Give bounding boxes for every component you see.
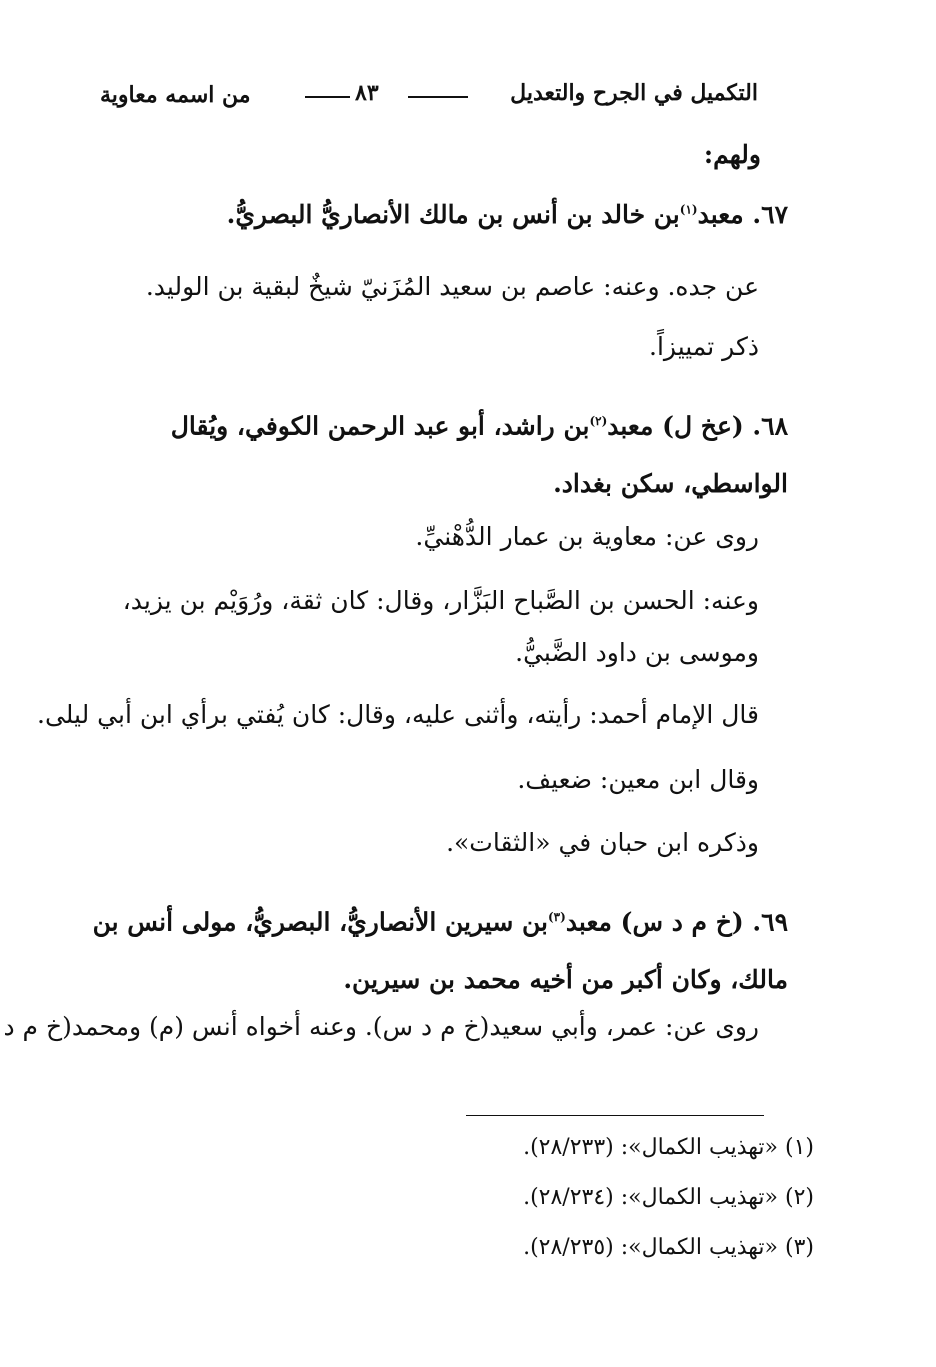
entry-name-rest: بن خالد بن أنس بن مالك الأنصاريُّ البصريُّ. (226, 200, 680, 229)
entry-name: معبد (697, 200, 744, 229)
footnote-marker: (١) (784, 1135, 814, 1160)
entry-69-line-1: روى عن: عمر، وأبي سعيد(خ م د س). وعنه أخواه أنس (م) ومحمد(خ م د (3, 1012, 759, 1041)
entry-69-heading (70, 888, 788, 1009)
entry-68-line-3: قال الإمام أحمد: رأيته، وأثنى عليه، وقال: كان يُفتي برأي ابن أبي ليلى. (37, 700, 759, 729)
footnote-3 (523, 1235, 814, 1260)
entry-67-heading (227, 200, 788, 229)
footnote-ref: (٢) (589, 414, 608, 428)
footnote-text: «تهذيب الكمال»: (٢٨/٢٣٤). (523, 1185, 778, 1210)
entry-number: ٦٩. (752, 907, 788, 937)
header-dash (305, 96, 350, 98)
footnote-1 (523, 1135, 814, 1160)
entry-name: معبد (607, 411, 654, 441)
running-header (100, 72, 758, 112)
entry-68-line-5: وذكره ابن حبان في «الثقات». (446, 828, 759, 857)
entry-68-heading (70, 392, 788, 513)
footnote-marker: (٢) (784, 1185, 814, 1210)
footnote-ref: (٣) (547, 910, 566, 924)
entry-symbols: (عخ ل) (662, 411, 744, 441)
footnote-2 (523, 1185, 814, 1210)
entry-68-line-1: روى عن: معاوية بن عمار الدُّهْنيِّ. (415, 522, 759, 551)
footnote-ref: (١) (679, 202, 698, 217)
entry-68-line-4: وقال ابن معين: ضعيف. (517, 765, 759, 794)
entry-name-rest: بن راشد، أبو عبد الرحمن الكوفي، ويُقال الواسطي، سكن بغداد. (170, 411, 788, 499)
footnote-marker: (٣) (784, 1235, 814, 1260)
intro-heading: ولهم: (703, 140, 761, 169)
header-dash (408, 96, 468, 98)
footnote-separator (466, 1115, 764, 1116)
section-title: من اسمه معاوية (100, 82, 251, 108)
entry-name: معبد (565, 907, 612, 937)
entry-number: ٦٨. (752, 411, 788, 441)
entry-name-rest: بن سيرين الأنصاريُّ، البصريُّ، مولى أنس بن مالك، وكان أكبر من أخيه محمد بن سيرين. (92, 907, 788, 995)
footnote-text: «تهذيب الكمال»: (٢٨/٢٣٣). (523, 1135, 778, 1160)
entry-67-line-1: عن جده. وعنه: عاصم بن سعيد المُزَنيّ شيخٌ لبقية بن الوليد. (145, 272, 759, 301)
entry-number: ٦٧. (752, 200, 788, 229)
book-title: التكميل في الجرح والتعديل (510, 80, 758, 106)
footnote-text: «تهذيب الكمال»: (٢٨/٢٣٥). (523, 1235, 778, 1260)
page-number: ٨٣ (355, 80, 379, 106)
entry-68-line-2: وعنه: الحسن بن الصَّباح البَزَّار، وقال: كان ثقة، ورُوَيْم بن يزيد، وموسى بن داود الضَّبيُّ. (122, 586, 759, 667)
entry-67-line-2: ذكر تمييزاً. (649, 332, 759, 361)
entry-symbols: (خ م د س) (620, 907, 744, 937)
